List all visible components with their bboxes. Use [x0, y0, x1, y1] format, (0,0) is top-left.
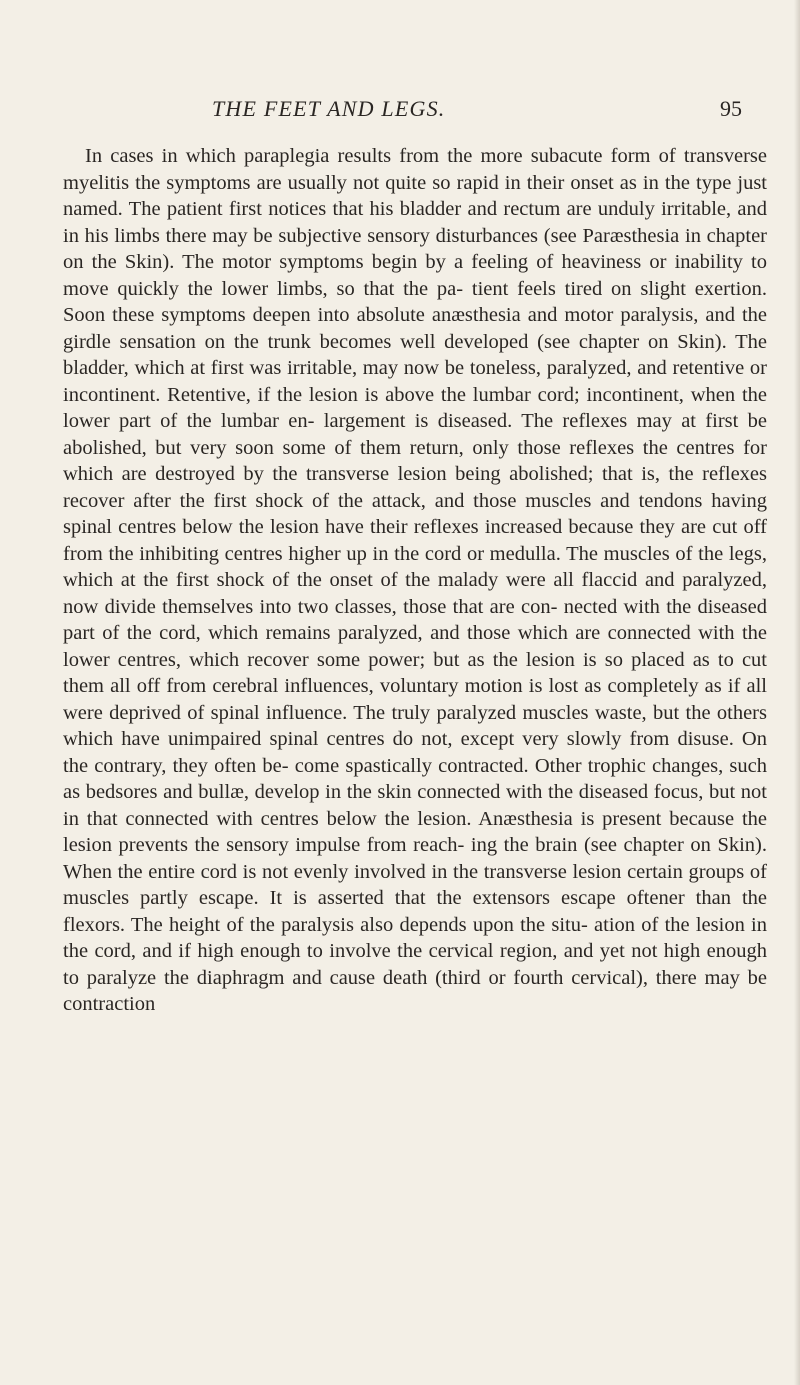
- running-head: [0, 96, 800, 126]
- body-paragraph: In cases in which paraplegia results from the more subacute form of transverse myelitis the symptoms are usually not quite so rapid in their onset as in the type just named. The patient first notices that his bladder and rectum are unduly irritable, and in his limbs there may be subjective sensory disturbances (see Paræsthesia in chapter on the Skin). The motor symptoms begin by a feeling of heaviness or inability to move quickly the lower limbs, so that the pa- tient feels tired on slight exertion. Soon these symptoms deepen into absolute anæsthesia and motor paralysis, and the girdle sensation on the trunk becomes well developed (see chapter on Skin). The bladder, which at first was irritable, may now be toneless, paralyzed, and retentive or incontinent. Retentive, if the lesion is above the lumbar cord; incontinent, when the lower part of the lumbar en- largement is diseased. The reflexes may at first be abolished, but very soon some of them return, only those reflexes the centres for which are destroyed by the transverse lesion being abolished; that is, the reflexes recover after the first shock of the attack, and those muscles and tendons having spinal centres below the lesion have their reflexes increased because they are cut off from the inhibiting centres higher up in the cord or medulla. The muscles of the legs, which at the first shock of the onset of the malady were all flaccid and paralyzed, now divide themselves into two classes, those that are con- nected with the diseased part of the cord, which remains paralyzed, and those which are connected with the lower centres, which recover some power; but as the lesion is so placed as to cut them all off from cerebral influences, voluntary motion is lost as completely as if all were deprived of spinal influence. The truly paralyzed muscles waste, but the others which have unimpaired spinal centres do not, except very slowly from disuse. On the contrary, they often be- come spastically contracted. Other trophic changes, such as bedsores and bullæ, develop in the skin connected with the diseased focus, but not in that connected with centres below the lesion. Anæsthesia is present because the lesion prevents the sensory impulse from reach- ing the brain (see chapter on Skin). When the entire cord is not evenly involved in the transverse lesion certain groups of muscles partly escape. It is asserted that the extensors escape oftener than the flexors. The height of the paralysis also depends upon the situ- ation of the lesion in the cord, and if high enough to involve the cervical region, and yet not high enough to paralyze the diaphragm and cause death (third or fourth cervical), there may be contraction: [63, 145, 767, 1015]
- page-edge-shadow: [794, 0, 800, 1385]
- page-number: 95: [720, 96, 742, 121]
- chapter-title: THE FEET AND LEGS.: [212, 96, 446, 121]
